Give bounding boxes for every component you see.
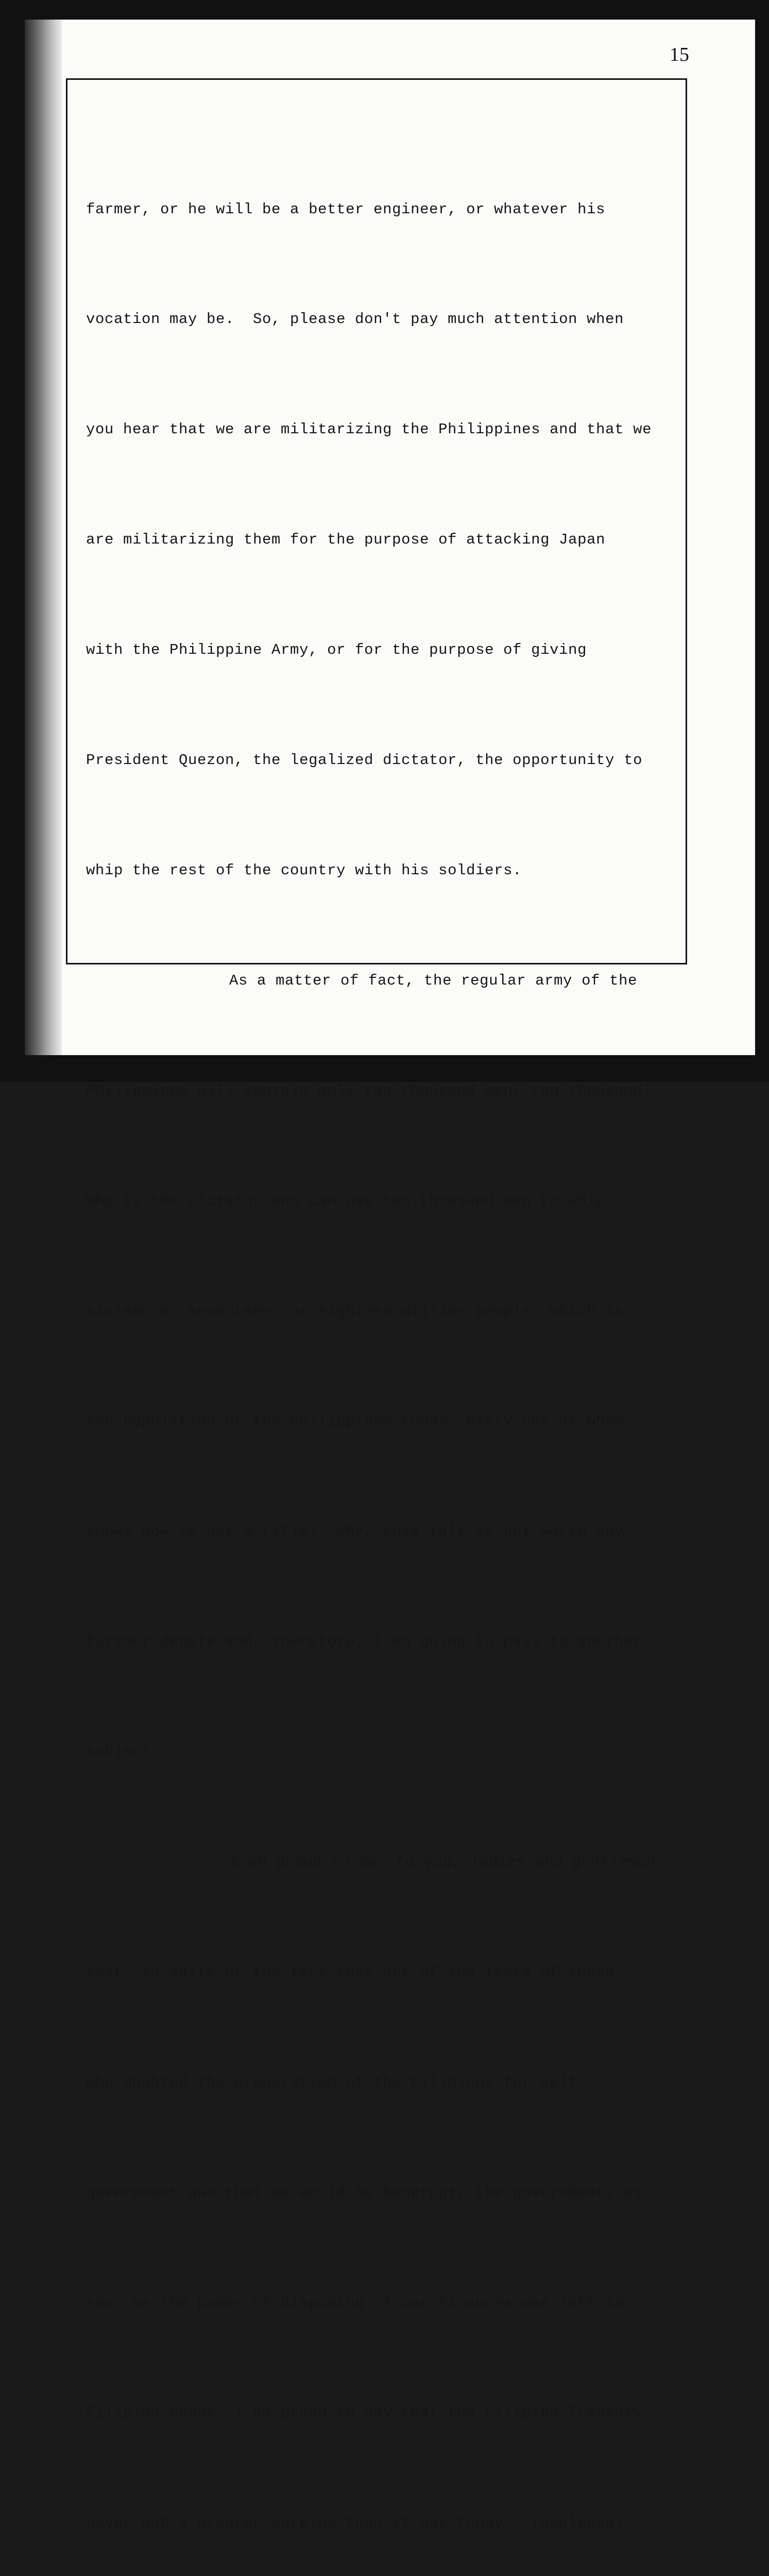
- text-line: subject.: [86, 1743, 161, 1761]
- typed-text-body: [86, 117, 683, 2576]
- paragraph-start-line: As a matter of fact, the regular army of the: [229, 972, 638, 989]
- text-line: soon as the power of disposing of our finances was left in: [86, 2294, 624, 2312]
- text-line: whip the rest of the country with his soldiers.: [86, 861, 522, 879]
- paragraph-start-line: I am proud to say to you, ladies and gentlemen,: [229, 1853, 665, 1871]
- text-line: who doubted the preparation of the Filipinos for self-: [86, 2074, 587, 2091]
- text-line: vocation may be. So, please don't pay much attention when: [86, 311, 624, 328]
- text-line: further debate and, therefore, I am going to pass to another: [86, 1633, 643, 1651]
- text-line: that, in spite of the fact that one of the fears of those: [86, 1963, 615, 1981]
- text-line: Who is the dictator who can use ten thousand men to whip: [86, 1192, 606, 1210]
- text-line: government was that we would be bankrupt, the government, as: [86, 2184, 643, 2201]
- text-line: Philippines will contain only ten thousand men, ten thousand!: [86, 1082, 652, 1099]
- text-line: sixteen or seventeen, or eighteen million people, which is: [86, 1302, 624, 1320]
- text-line: Filipino hands, I am proud to say that the Filipino Treasury: [86, 2404, 643, 2422]
- text-line: the population of the Philippines today, every one of whom: [86, 1413, 624, 1430]
- text-line: never had a greater surplus than it has today. (Applause): [86, 2515, 624, 2532]
- text-line: are militarizing them for the purpose of attacking Japan: [86, 531, 606, 549]
- text-line: President Quezon, the legalized dictator, the opportunity to: [86, 752, 643, 769]
- text-line: farmer, or he will be a better engineer, or whatever his: [86, 200, 606, 218]
- page-number: 15: [670, 44, 689, 65]
- text-line: knows how to use a rifle? Why, this talk is not worth any: [86, 1523, 624, 1540]
- text-line: with the Philippine Army, or for the purpose of giving: [86, 641, 587, 659]
- text-line: you hear that we are militarizing the Philippines and that we: [86, 421, 652, 438]
- binding-shadow: [25, 20, 62, 1055]
